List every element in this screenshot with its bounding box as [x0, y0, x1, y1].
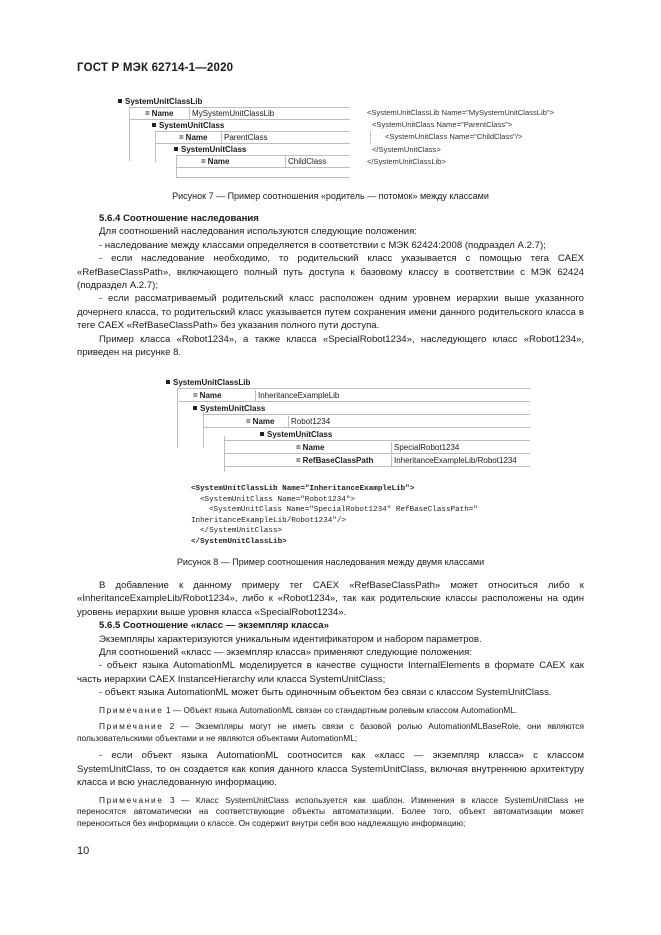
collapse-icon: [260, 432, 264, 436]
collapse-icon: [118, 99, 122, 103]
figure7-caption: Рисунок 7 — Пример соотношения «родитель — потомок» между классами: [172, 191, 489, 201]
paragraph: - если объект языка AutomationML соотносится как «класс — экземпляр класса» с классом SystemUnitClass, то он создается как копия данного класса SystemUnitClass, включая внутреннюю архитектуру класса и всю унаследованную информацию.: [77, 750, 584, 789]
tree-attr-label: Name: [151, 109, 174, 118]
note-label: Примечание: [99, 704, 164, 715]
collapse-icon: [166, 380, 170, 384]
tree-attr-value: ChildClass: [285, 156, 326, 168]
tree-attr-value: ParentClass: [221, 132, 268, 144]
tree-attr-label: Name: [207, 157, 230, 166]
figure7-xml: [367, 107, 554, 168]
note-3: [77, 795, 584, 830]
tree-attr-value: SpecialRobot1234: [391, 442, 459, 454]
tree-attr-value: Robot1234: [288, 416, 330, 428]
tree-attr-label: Name: [302, 443, 325, 452]
paragraph: Экземпляры характеризуются уникальным идентификатором и набором параметров.: [99, 633, 482, 645]
paragraph: - объект языка AutomationML может быть одиночным объектом без связи с классом SystemUnitClass.: [99, 687, 552, 699]
collapse-icon: [193, 406, 197, 410]
tree-attr-value: MySystemUnitClassLib: [189, 108, 274, 120]
xml-line: </SystemUnitClass>: [200, 527, 283, 536]
note-2: [77, 721, 584, 744]
paragraph: Для соотношений наследования используются следующие положения:: [99, 226, 417, 238]
figure7-tree: SystemUnitClassLib = Name MySystemUnitClassLib SystemUnitClass = Name ParentClass SystemUnitClass = Name ChildClass: [118, 96, 350, 178]
page-number: 10: [77, 845, 90, 857]
tree-node-class: SystemUnitClass: [159, 121, 225, 130]
xml-line: </SystemUnitClass>: [372, 144, 441, 154]
xml-line: <SystemUnitClass Name="SpecialRobot1234" RefBaseClassPath=": [209, 506, 478, 515]
tree-attr-label: RefBaseClassPath: [302, 456, 374, 465]
paragraph: - объект языка AutomationML моделируется в качестве сущности InternalElements в формате CAEX как часть иерархии CAEX InstanceHierarchy или класса SystemUnitClass;: [77, 660, 584, 685]
tree-attr-label: Name: [185, 133, 208, 142]
paragraph: В добавление к данному примеру тег CAEX «RefBaseClassPath» может относиться либо к «InheritanceExampleLib/Robot1234», либо к «Robot1234», так как родительские классы расположены на один уровень иерархии выше уровня класса «SpecialRobot1234».: [77, 580, 584, 618]
xml-line: <SystemUnitClassLib Name="MySystemUnitClassLib">: [367, 108, 555, 117]
xml-line: <SystemUnitClassLib Name="InheritanceExampleLib">: [191, 485, 415, 493]
tree-node-class: SystemUnitClass: [181, 145, 247, 154]
page-header: ГОСТ Р МЭК 62714-1—2020: [77, 62, 234, 74]
figure8-tree: SystemUnitClassLib = Name InheritanceExampleLib SystemUnitClass = Name Robot1234 SystemUnitClass = Name SpecialRobot1234 = RefBaseClassPath InheritanceExampleLib/Robot1234: [166, 377, 530, 474]
xml-line: <SystemUnitClass Name="Robot1234">: [200, 495, 355, 504]
figure8-xml: [191, 484, 478, 548]
xml-line: </SystemUnitClassLib>: [367, 156, 446, 166]
collapse-icon: [152, 123, 156, 127]
note-label: Примечание: [99, 794, 164, 805]
paragraph: Для соотношений «класс — экземпляр класса» применяют следующие положения:: [99, 647, 472, 659]
section-heading: 5.6.5 Соотношение «класс — экземпляр класса»: [99, 620, 329, 632]
xml-line: <SystemUnitClass Name="ChildClass"/>: [370, 131, 554, 143]
tree-attr-label: Name: [252, 417, 275, 426]
xml-line: <SystemUnitClass Name="ParentClass">: [372, 120, 513, 130]
tree-attr-label: Name: [199, 391, 222, 400]
note-text: 1 — Объект языка AutomationML связан со стандартным ролевым классом AutomationML.: [165, 704, 518, 715]
note-1: [77, 705, 584, 717]
note-text: 2 — Экземпляры могут не иметь связи с базовой ролью AutomationMLBaseRole, они являются пользовательскими объектами и не являются объектами AutomationML;: [77, 721, 584, 743]
paragraph: - если рассматриваемый родительский класс расположен одним уровнем иерархии выше указанного дочернего класса, то родительский класс указывается путем сохранения имени данного родительского класса в теге CAEX «RefBaseClassPath» без указания полного пути доступа.: [77, 293, 584, 332]
collapse-icon: [174, 147, 178, 151]
tree-node-lib: SystemUnitClassLib: [173, 378, 251, 387]
tree-node-class: SystemUnitClass: [267, 430, 333, 439]
section-heading: 5.6.4 Соотношение наследования: [99, 213, 259, 224]
note-label: Примечание: [99, 721, 164, 732]
paragraph: Пример класса «Robot1234», а также класса «SpecialRobot1234», наследующего класс «Robot1234», приведен на рисунке 8.: [77, 333, 584, 359]
xml-line: InheritanceExampleLib/Robot1234"/>: [191, 516, 346, 525]
tree-attr-value: InheritanceExampleLib/Robot1234: [391, 455, 517, 467]
xml-line: </SystemUnitClassLib>: [191, 537, 287, 546]
tree-attr-value: InheritanceExampleLib: [255, 390, 339, 402]
paragraph: - если наследование необходимо, то родительский класс указывается с помощью тега CAEX «RefBaseClassPath», включающего полный путь доступа к базовому классу в соответствии с МЭК 62424 (подраздел А.2.7);: [77, 253, 584, 292]
figure8-caption: Рисунок 8 — Пример соотношения наследования между двумя классами: [176, 557, 485, 567]
tree-node-class: SystemUnitClass: [200, 404, 266, 413]
paragraph: - наследование между классами определяется в соответствии с МЭК 62424:2008 (подраздел А.2.7);: [99, 239, 546, 251]
tree-node-lib: SystemUnitClassLib: [125, 97, 203, 106]
note-text: 3 — Класс SystemUnitClass используется как шаблон. Изменения в классе SystemUnitClass не переносятся автоматически на соответствующие объекты автоматизации. Более того, объект автоматизации может переноситься без информации о классе. Он содержит внутри себя всю надлежащую информацию;: [77, 794, 584, 828]
section-5-6-4: [77, 212, 584, 359]
section-5-6-5: [77, 579, 584, 829]
